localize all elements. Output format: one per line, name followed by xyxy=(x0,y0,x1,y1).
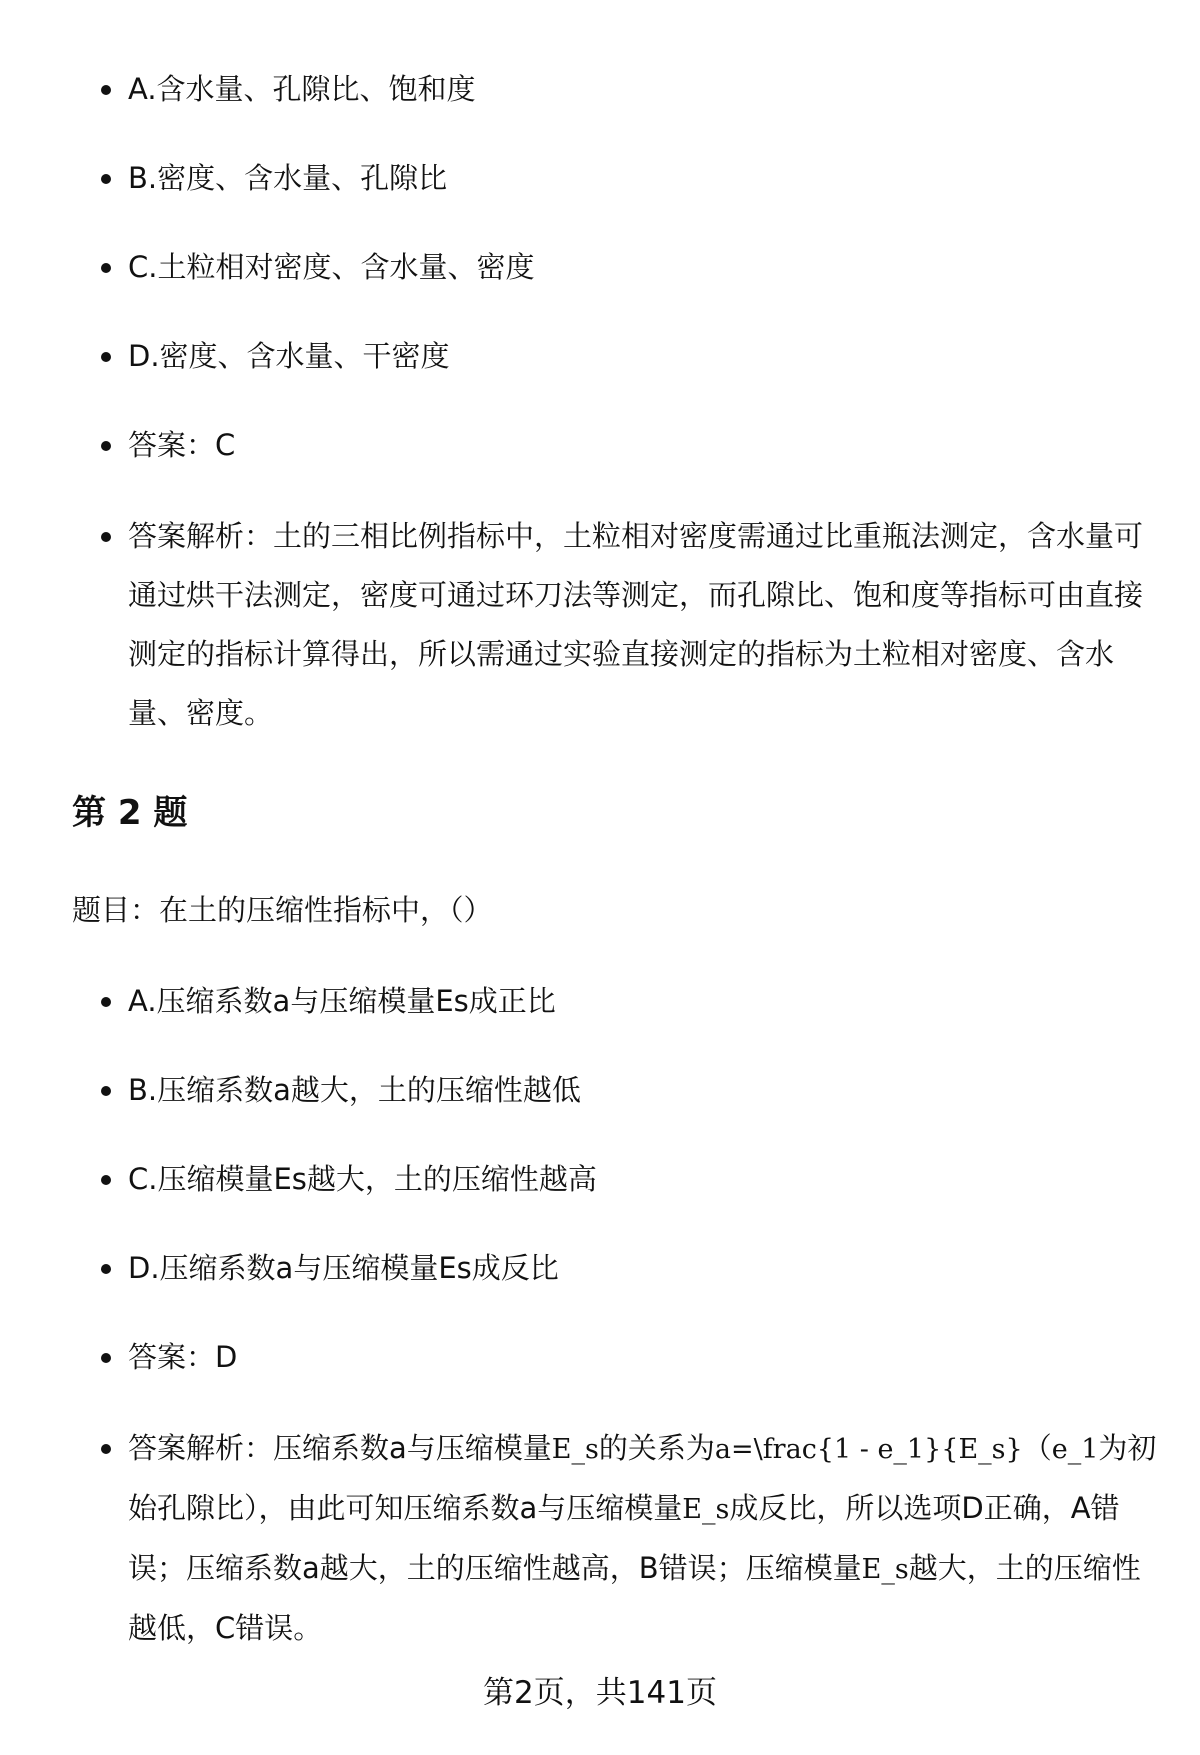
explanation-text: 答案解析：压缩系数a与压缩模量 xyxy=(128,1431,552,1465)
formula-es: E_s xyxy=(551,1434,599,1465)
q1-option-b: B.密度、含水量、孔隙比 xyxy=(128,149,1158,208)
formula-relation: a=\frac{1 - e_1}{E_s} xyxy=(714,1434,1023,1465)
explanation-text: 的关系为 xyxy=(598,1431,715,1465)
explanation-text: （ xyxy=(1022,1431,1052,1465)
q2-option-d: D.压缩系数a与压缩模量Es成反比 xyxy=(128,1239,1158,1298)
q1-option-d: D.密度、含水量、干密度 xyxy=(128,327,1158,386)
question-heading: 第 2 题 xyxy=(72,793,188,833)
q2-answer: 答案：D xyxy=(128,1328,1158,1387)
formula-es: E_s xyxy=(861,1554,909,1585)
formula-es: E_s xyxy=(682,1494,730,1525)
explanation-text: 成反比，所以选项D正确，A错误；压缩系数a越大，土的压缩性越高，B错误；压缩模量 xyxy=(128,1491,1120,1585)
q2-option-b: B.压缩系数a越大，土的压缩性越低 xyxy=(128,1061,1158,1120)
formula-e1: e_1 xyxy=(1051,1434,1099,1465)
explanation-text: 越大，土的压缩性越低，C错误。 xyxy=(128,1551,1141,1645)
q2-explanation xyxy=(128,1419,1158,1658)
q1-explanation: 答案解析：土的三相比例指标中，土粒相对密度需通过比重瓶法测定，含水量可通过烘干法测定，密度可通过环刀法等测定，而孔隙比、饱和度等指标可由直接测定的指标计算得出，所以需通过实验直接测定的指标为土粒相对密度、含水量、密度。 xyxy=(128,507,1158,743)
page-number: 第2页，共141页 xyxy=(483,1675,717,1711)
q1-option-a: A.含水量、孔隙比、饱和度 xyxy=(128,60,1158,119)
explanation-text: 为初始孔隙比），由此可知压缩系数a与压缩模量 xyxy=(128,1431,1157,1525)
q1-answer: 答案：C xyxy=(128,416,1158,475)
q1-option-c: C.土粒相对密度、含水量、密度 xyxy=(128,238,1158,297)
q2-option-c: C.压缩模量Es越大，土的压缩性越高 xyxy=(128,1150,1158,1209)
question-stem: 题目：在土的压缩性指标中，（） xyxy=(72,893,493,927)
q2-option-a: A.压缩系数a与压缩模量Es成正比 xyxy=(128,972,1158,1031)
